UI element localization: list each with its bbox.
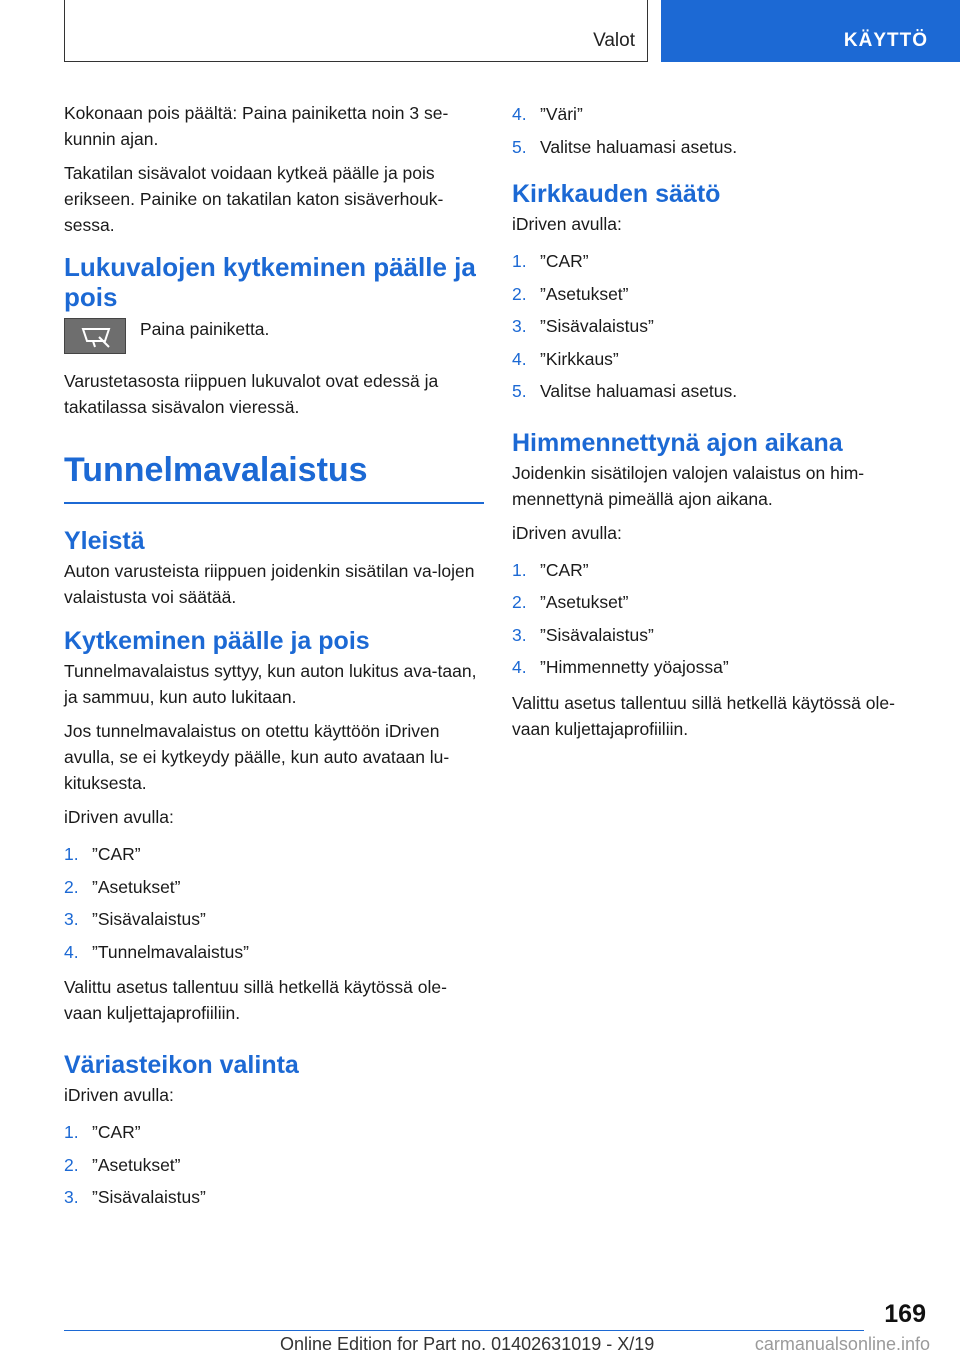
list-item: 4. ”Himmennetty yöajossa” xyxy=(512,657,729,677)
paragraph: Varustetasosta riippuen lukuvalot ovat edessä ja takatilassa sisävalon vieressä. xyxy=(64,371,439,417)
list-item: 1. ”CAR” xyxy=(64,844,141,864)
header-chapter-label: KÄYTTÖ xyxy=(843,30,928,51)
list-item: 3. ”Sisävalaistus” xyxy=(64,1187,206,1207)
list-item: 2. ”Asetukset” xyxy=(512,283,629,304)
list-item: 2. ”Asetukset” xyxy=(512,592,629,612)
footer-divider xyxy=(64,1330,864,1331)
list-item: 4. ”Kirkkaus” xyxy=(512,348,619,369)
paragraph: Valittu asetus tallentuu sillä hetkellä käytössä ole-vaan kuljettajaprofiiliin. xyxy=(512,692,895,739)
list-item: 4. ”Väri” xyxy=(512,104,583,124)
list-item: 5. Valitse haluamasi asetus. xyxy=(512,381,738,401)
paragraph: Jos tunnelmavalaistus on otettu käyttöön iDriven avulla, se ei kytkeydy päälle, kun auto avataan lu-kituksesta. xyxy=(64,721,450,793)
right-column xyxy=(512,100,932,750)
paragraph: iDriven avulla: xyxy=(512,522,622,543)
reading-light-button-icon xyxy=(64,318,126,354)
steps-list-ambient xyxy=(64,838,484,968)
edition-text: Online Edition for Part no. 01402631019 - X/19 xyxy=(280,1334,655,1354)
steps-list-color-cont xyxy=(512,98,932,163)
list-item: 2. ”Asetukset” xyxy=(64,1154,181,1175)
list-item: 3. ”Sisävalaistus” xyxy=(512,624,654,645)
list-item: 2. ”Asetukset” xyxy=(64,876,181,897)
paragraph: Kokonaan pois päältä: Paina painiketta noin 3 se-kunnin ajan. xyxy=(64,103,449,149)
reading-light-instruction xyxy=(64,316,484,354)
list-item: 1. ”CAR” xyxy=(512,251,589,271)
list-item: 1. ”CAR” xyxy=(512,559,589,580)
section-title: Tunnelmavalaistus xyxy=(64,450,484,504)
steps-list-brightness xyxy=(512,245,932,408)
list-item: 4. ”Tunnelmavalaistus” xyxy=(64,941,249,962)
heading-color-scale: Väriasteikon valinta xyxy=(64,1051,299,1079)
heading-dimmed: Himmennettynä ajon aikana xyxy=(512,428,843,457)
paragraph: iDriven avulla: xyxy=(512,214,622,234)
steps-list-color xyxy=(64,1116,484,1214)
heading-switching: Kytkeminen päälle ja pois xyxy=(64,627,370,655)
page-number: 169 xyxy=(884,1300,926,1328)
list-item: 1. ”CAR” xyxy=(64,1122,141,1142)
paragraph: iDriven avulla: xyxy=(64,1085,174,1105)
heading-general: Yleistä xyxy=(64,527,145,555)
button-instruction-text: Paina painiketta. xyxy=(140,319,270,339)
paragraph: Valittu asetus tallentuu sillä hetkellä käytössä ole-vaan kuljettajaprofiiliin. xyxy=(64,977,447,1023)
paragraph: iDriven avulla: xyxy=(64,807,174,827)
heading-reading-lights: Lukuvalojen kytkeminen päälle ja pois xyxy=(64,252,476,312)
paragraph: Auton varusteista riippuen joidenkin sisätilan va-lojen valaistusta voi säätää. xyxy=(64,561,475,607)
paragraph: Takatilan sisävalot voidaan kytkeä päälle ja pois erikseen. Painike on takatilan katon sisäverhouk-sessa. xyxy=(64,163,444,235)
header-section-label: Valot xyxy=(593,30,635,51)
header-chapter-tab xyxy=(661,0,960,62)
watermark: carmanualsonline.info xyxy=(754,1334,930,1354)
left-column xyxy=(64,100,484,1220)
heading-brightness: Kirkkauden säätö xyxy=(512,180,721,208)
header-section-box xyxy=(64,0,648,62)
list-item: 3. ”Sisävalaistus” xyxy=(64,909,206,929)
paragraph: Joidenkin sisätilojen valojen valaistus on him-mennettynä pimeällä ajon aikana. xyxy=(512,462,865,509)
list-item: 5. Valitse haluamasi asetus. xyxy=(512,136,738,157)
list-item: 3. ”Sisävalaistus” xyxy=(512,316,654,336)
steps-list-dimmed xyxy=(512,554,932,684)
paragraph: Tunnelmavalaistus syttyy, kun auton lukitus ava-taan, ja sammuu, kun auto lukitaan. xyxy=(64,661,477,707)
